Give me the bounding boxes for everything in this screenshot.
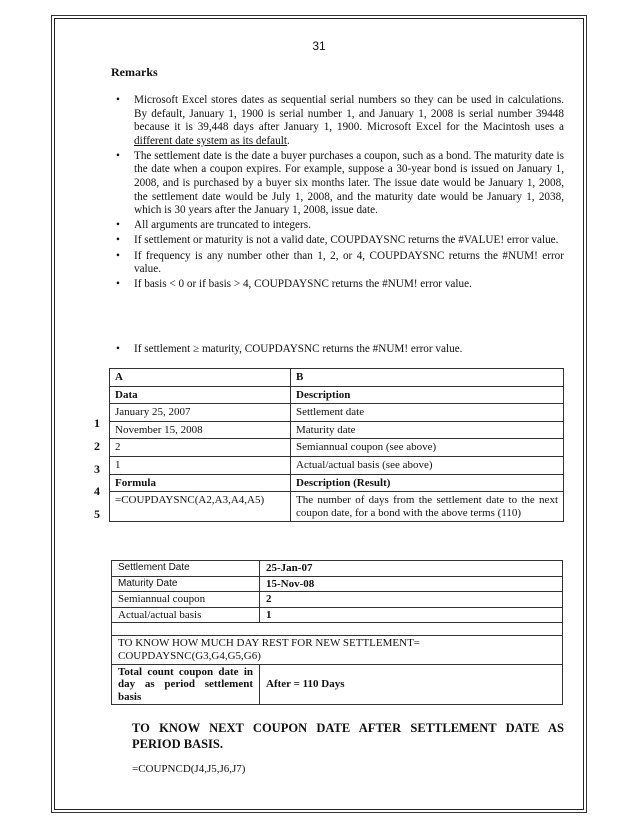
page-number: 31: [312, 39, 326, 53]
row-number: 4: [94, 484, 100, 498]
table-cell: Maturity Date: [112, 576, 260, 592]
table-cell: Description (Result): [291, 474, 564, 492]
table-row: [112, 607, 563, 623]
table-cell: 2: [260, 592, 563, 608]
table-cell: 1: [260, 607, 563, 623]
table-row: [110, 474, 564, 492]
table-cell: Actual/actual basis (see above): [291, 456, 564, 474]
list-item-text: The settlement date is the date a buyer purchases a coupon, such as a bond. The maturity date is the date when a coupon expires. For example, suppose a 30-year bond is issued on January 1, 2008, and is purchased by a buyer six months later. The issue date would be January 1, 2008, the settlement date would be July 1, 2008, and the maturity date would be January 1, 2038, which is 30 years after the January 1, 2008, issue date.: [134, 149, 564, 217]
bullet-icon: •: [116, 219, 120, 232]
table-cell: November 15, 2008: [110, 421, 291, 439]
table-cell: Maturity date: [291, 421, 564, 439]
empty-row: [112, 623, 563, 636]
list-item-text: If frequency is any number other than 1, 2, or 4, COUPDAYSNC returns the #NUM! error value.: [134, 249, 564, 276]
calc-table: [111, 560, 563, 705]
list-item: [114, 94, 564, 148]
list-item-text: Microsoft Excel stores dates as sequential serial numbers so they can be used in calculations. By default, January 1, 1900 is serial number 1, and January 1, 2008 is serial number 39448 because it is 39,448 days after January 1, 1900. Microsoft Excel for the Macintosh uses a: [134, 94, 564, 134]
table-row: [110, 492, 564, 522]
list-item-text-end: .: [286, 134, 290, 147]
table-row: [110, 456, 564, 474]
table-row: [112, 636, 563, 664]
table-cell: Semiannual coupon: [112, 592, 260, 608]
row-number: 2: [94, 439, 100, 453]
table-row: [112, 576, 563, 592]
formula-cell: =COUPDAYSNC(A2,A3,A4,A5): [110, 492, 291, 522]
table-cell: Data: [110, 386, 291, 404]
example-table: [109, 368, 564, 522]
table-cell: January 25, 2007: [110, 404, 291, 422]
list-item-text: All arguments are truncated to integers.: [134, 219, 311, 232]
list-item: [114, 219, 564, 233]
remarks-heading: Remarks: [111, 65, 158, 79]
table-cell: Settlement date: [291, 404, 564, 422]
total-value: After = 110 Days: [260, 664, 563, 705]
table-cell: 15-Nov-08: [260, 576, 563, 592]
table-row: [110, 386, 564, 404]
table-row: [112, 623, 563, 636]
column-b-header: B: [291, 369, 564, 387]
table-row: [112, 561, 563, 577]
list-item: [114, 150, 564, 218]
table-cell: Semiannual coupon (see above): [291, 439, 564, 457]
table-cell: Actual/actual basis: [112, 607, 260, 623]
list-item-text: If settlement or maturity is not a valid date, COUPDAYSNC returns the #VALUE! error value.: [134, 234, 559, 247]
table-cell: 2: [110, 439, 291, 457]
table-row: [110, 439, 564, 457]
row-number: 5: [94, 507, 100, 521]
settlement-maturity-note: [114, 343, 564, 355]
table-row: [110, 421, 564, 439]
bullet-icon: •: [116, 343, 120, 355]
table-row: [110, 404, 564, 422]
remarks-list: [114, 94, 564, 293]
total-label: Total count coupon date in day as period settlement basis: [112, 664, 260, 705]
bullet-icon: •: [116, 249, 120, 262]
row-number: 3: [94, 462, 100, 476]
bullet-icon: •: [116, 94, 120, 106]
calc-note: TO KNOW HOW MUCH DAY REST FOR NEW SETTLEMENT= COUPDAYSNC(G3,G4,G5,G6): [112, 636, 563, 664]
bullet-icon: •: [116, 278, 120, 291]
table-cell: 25-Jan-07: [260, 561, 563, 577]
table-cell: The number of days from the settlement date to the next coupon date, for a bond with the above terms (110): [291, 492, 564, 522]
list-item: [114, 234, 564, 248]
table-cell: 1: [110, 456, 291, 474]
next-coupon-heading: TO KNOW NEXT COUPON DATE AFTER SETTLEMENT DATE AS PERIOD BASIS.: [132, 721, 564, 751]
table-cell: Settlement Date: [112, 561, 260, 577]
coupncd-formula: =COUPNCD(J4,J5,J6,J7): [132, 763, 246, 775]
bullet-icon: •: [116, 149, 120, 162]
list-item: [114, 278, 564, 292]
bullet-icon: •: [116, 234, 120, 247]
date-system-link[interactable]: different date system as its default: [134, 134, 287, 147]
table-cell: Description: [291, 386, 564, 404]
table-row: [112, 664, 563, 705]
list-item-text: If basis < 0 or if basis > 4, COUPDAYSNC returns the #NUM! error value.: [134, 278, 472, 291]
table-cell: Formula: [110, 474, 291, 492]
table-row: [110, 369, 564, 387]
table-row: [112, 592, 563, 608]
list-item: [114, 250, 564, 277]
list-item-text: If settlement ≥ maturity, COUPDAYSNC returns the #NUM! error value.: [134, 343, 463, 355]
column-a-header: A: [110, 369, 291, 387]
row-number: 1: [94, 416, 100, 430]
